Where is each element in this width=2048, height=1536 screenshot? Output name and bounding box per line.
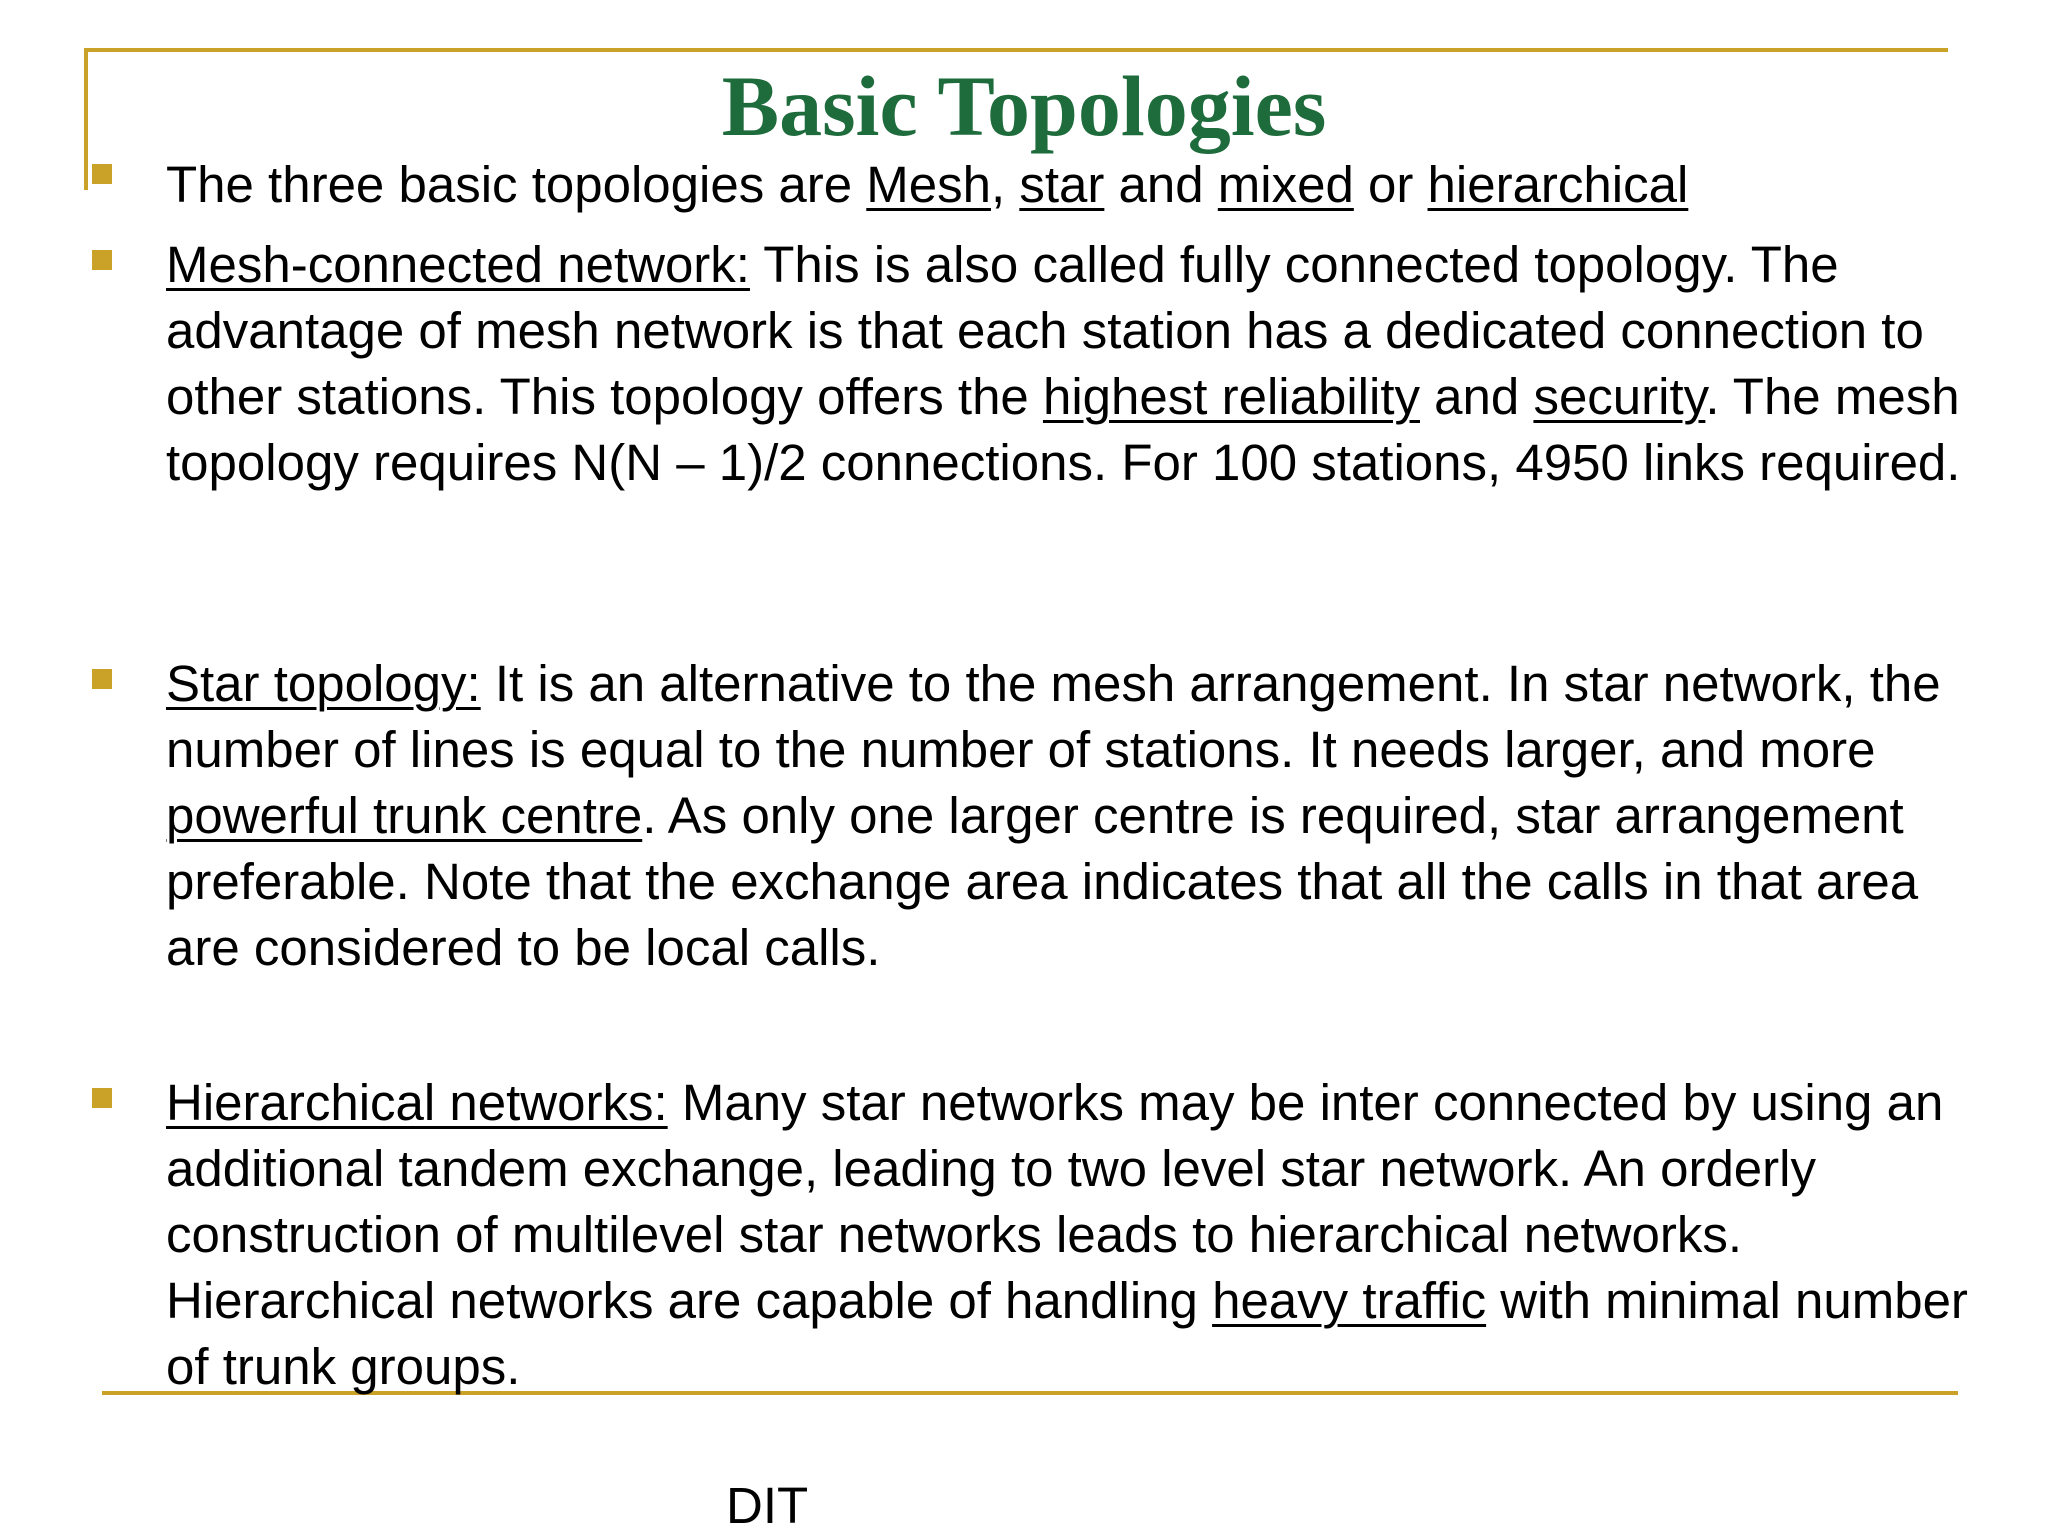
bullet-star-topology xyxy=(166,651,1986,981)
bullet-topologies-overview xyxy=(166,152,1986,218)
term-hierarchical: hierarchical xyxy=(1427,156,1689,213)
term-mesh-connected-network: Mesh-connected network: xyxy=(166,236,750,293)
bullet-text: This is also called fully connected topology. The advantage of mesh network is that each station has a dedicated connection to other stations. This topology offers the xyxy=(166,236,1924,425)
term-mesh: Mesh xyxy=(866,156,991,213)
term-heavy-traffic: heavy traffic xyxy=(1212,1272,1487,1329)
bullet-text: with minimal number of trunk groups. xyxy=(166,1272,1968,1395)
bullet-marker-icon xyxy=(92,669,112,689)
term-star-topology: Star topology: xyxy=(166,655,481,712)
bullet-marker-icon xyxy=(92,164,112,184)
bullet-text: and xyxy=(1104,156,1218,213)
term-highest-reliability: highest reliability xyxy=(1042,368,1420,425)
bullet-text: . The mesh topology requires N(N – 1)/2 connections. For 100 stations, 4950 links required. xyxy=(166,368,1961,491)
term-mixed: mixed xyxy=(1217,156,1354,213)
bullet-text: and xyxy=(1420,368,1534,425)
bullet-text: or xyxy=(1353,156,1428,213)
bullet-text: . As only one larger centre is required, star arrangement preferable. Note that the exchange area indicates that all the calls in that area are considered to be local calls. xyxy=(166,787,1919,976)
bullet-text: It is an alternative to the mesh arrangement. In star network, the number of lines is equal to the number of stations. It needs larger, and more xyxy=(166,655,1941,778)
slide-footer: DIT xyxy=(726,1477,809,1534)
term-hierarchical-networks: Hierarchical networks: xyxy=(166,1074,668,1131)
bullet-mesh-network xyxy=(166,232,1986,496)
bullet-text: , xyxy=(990,156,1020,213)
bullet-text: The three basic topologies are xyxy=(166,156,867,213)
term-powerful-trunk-centre: powerful trunk centre xyxy=(166,787,643,844)
slide-title: Basic Topologies xyxy=(721,58,1327,154)
term-security: security xyxy=(1533,368,1706,425)
bullet-marker-icon xyxy=(92,250,112,270)
bullet-marker-icon xyxy=(92,1088,112,1108)
bullet-hierarchical-networks xyxy=(166,1070,1986,1400)
bullet-text: Many star networks may be inter connected by using an additional tandem exchange, leading to two level star network. An orderly construction of multilevel star networks leads to hierarchical networks. Hierarchical networks are capable of handling xyxy=(166,1074,1944,1329)
term-star: star xyxy=(1019,156,1105,213)
